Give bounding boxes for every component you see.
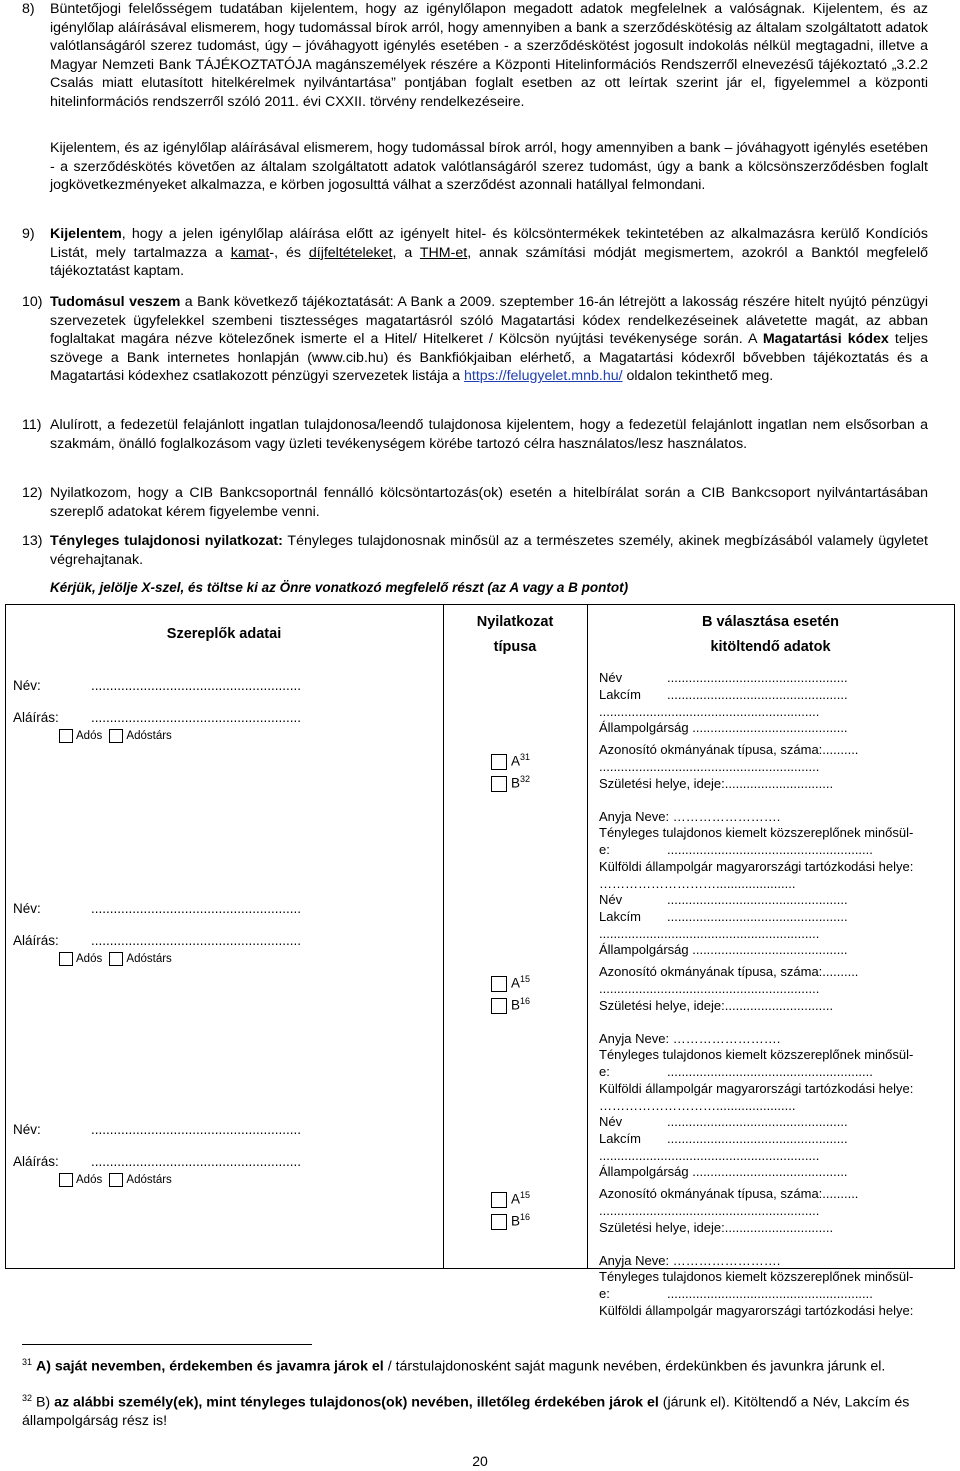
header-tipusa: típusa bbox=[493, 639, 537, 655]
table-divider-2 bbox=[587, 604, 588, 1268]
footnote-text: (járunk el). Kitöltendő a Név, Lakcím és állampolgárság rész is! bbox=[22, 1394, 910, 1429]
b-pep-label: Tényleges tulajdonos kiemelt közszereplőnek minősül- bbox=[599, 1269, 914, 1285]
underlined-text: díjfeltételeket bbox=[308, 244, 393, 261]
b-address-line[interactable]: ............................................................. bbox=[599, 703, 820, 719]
b-pep-label: Tényleges tulajdonos kiemelt közszereplőnek minősül- bbox=[599, 1047, 914, 1063]
text-run: teljes szövege a Bank internetes honlapján (www.cib.hu) és Bankfiókjaiban elérhető, a Magatartási kódexről bővebben tájékoztatás és a Magatartási kódexhez csatlakozott pénzügyi szervezetek listája a bbox=[50, 331, 929, 385]
underlined-text: kamat bbox=[230, 244, 270, 261]
item-12 bbox=[22, 484, 928, 521]
table-border-left bbox=[5, 604, 6, 1268]
b-residence-dots[interactable]: ………………………...................... bbox=[599, 875, 796, 891]
bold-text: Tudomásul veszem bbox=[50, 294, 181, 310]
b-birth-label: Születési helye, ideje: bbox=[599, 775, 725, 791]
footnote-ref: 16 bbox=[520, 1212, 531, 1222]
item-8 bbox=[22, 0, 928, 112]
item-13 bbox=[22, 532, 928, 569]
b-birth-dots[interactable]: .............................. bbox=[724, 997, 834, 1013]
b-citizenship-label: Állampolgárság bbox=[599, 1164, 689, 1180]
mnb-link[interactable]: https://felugyelet.mnb.hu/ bbox=[464, 368, 623, 385]
underlined-text: THM-et bbox=[419, 244, 468, 261]
b-address-line[interactable]: ............................................................. bbox=[599, 1147, 820, 1163]
b-id-label: Azonosító okmányának típusa, száma: bbox=[599, 964, 823, 980]
b-id-line[interactable]: ............................................................. bbox=[599, 980, 820, 996]
ados-label: Adós bbox=[76, 1174, 103, 1187]
b-name-label: Név bbox=[599, 1114, 623, 1129]
header-kitoltendo: kitöltendő adatok bbox=[710, 639, 831, 655]
b-pep-dots[interactable]: ......................................................... bbox=[667, 1064, 873, 1080]
text-run: , hogy a jelen igénylőlap aláírása előtt az igényelt hitel- és kölcsöntermékek tekintetében az alkalmazásra kerülő Kondíciós Listát, mely tartalmazza a bbox=[50, 226, 928, 261]
b-id-dots[interactable]: .......... bbox=[822, 1186, 859, 1202]
role-options bbox=[59, 1173, 172, 1187]
b-pep-e: e: bbox=[599, 842, 610, 858]
beneficial-owner-table bbox=[5, 604, 955, 1318]
signature-label: Aláírás: bbox=[13, 710, 59, 725]
option-b-checkbox[interactable] bbox=[491, 1214, 507, 1230]
b-pep-e: e: bbox=[599, 1286, 610, 1302]
b-residence-label: Külföldi állampolgár magyarországi tartózkodási helye: bbox=[599, 1302, 914, 1318]
role-options bbox=[59, 729, 172, 743]
signature-field[interactable] bbox=[13, 933, 302, 948]
ados-label: Adós bbox=[76, 730, 103, 743]
ados-checkbox[interactable] bbox=[59, 952, 73, 966]
b-name-dots[interactable]: .................................................. bbox=[667, 892, 848, 907]
table-border-top bbox=[5, 604, 955, 605]
b-name-label: Név bbox=[599, 892, 623, 907]
item-8-paragraph-2: Kijelentem, és az igénylőlap aláírásával elismerem, hogy tudomással bírok arról, hogy amennyiben a bank – jóváhagyott igénylés esetében - a szerződéskötés követően az általam szolgáltatott adatok valótlanságáról szerez tudomást, úgy a bank a kölcsönszerződésben foglalt jogkövetkezményeket alkalmazza, e körben jogosulttá válhat a szerződést azonnali hatállyal felmondani. bbox=[50, 140, 928, 194]
item-11 bbox=[22, 416, 928, 453]
item-number: 10) bbox=[22, 294, 43, 310]
item-number: 12) bbox=[22, 485, 43, 501]
name-field[interactable] bbox=[13, 1122, 302, 1137]
b-mother-name[interactable]: Anyja Neve: ……………………. bbox=[599, 1252, 781, 1268]
signature-label: Aláírás: bbox=[13, 933, 59, 948]
item-number: 8) bbox=[22, 1, 35, 17]
adostars-checkbox[interactable] bbox=[109, 952, 123, 966]
option-b-label: B bbox=[511, 997, 521, 1013]
header-szereplok: Szereplők adatai bbox=[166, 626, 282, 642]
item-8-text: Büntetőjogi felelősségem tudatában kijelentem, hogy az igénylőlapon megadott adatok megfelelnek a valóságnak. Kijelentem, és az igénylőlap aláírásával elismerem, hogy tudomással bírok arról, hogy amennyiben a bank a szerződéskötésig az általam szolgáltatott adatok valótlanságáról szerez tudomást, úgy – jóváhagyott igénylés esetében - a szerződéskötést jogosult indokolás nélkül megtagadni, illetve a Magyar Nemzeti Bank TÁJÉKOZTATÓJA magánszemélyek részére a Központi Hitelinformációs Rendszerről elnevezésű tájékoztató „3.2.2 Csalás miatt elutasított hitelkérelmek nyilvántartása” pontjában foglalt esetben az ott leírtak szerint jár el, figyelemmel a központi hitelinformációs rendszerről szóló 2011. évi CXXII. törvény rendelkezéseire. bbox=[50, 1, 928, 110]
item-13-text bbox=[50, 532, 928, 569]
signature-label: Aláírás: bbox=[13, 1154, 59, 1169]
b-address-label: Lakcím bbox=[599, 908, 641, 924]
b-address-dots[interactable]: .................................................. bbox=[667, 686, 848, 702]
text-run: , a bbox=[392, 244, 420, 261]
adostars-label: Adóstárs bbox=[126, 953, 172, 966]
signature-dots: ........................................................ bbox=[91, 1154, 302, 1169]
table-divider-1 bbox=[443, 604, 444, 1268]
option-b-label: B bbox=[511, 1213, 521, 1229]
footnote-ref: 15 bbox=[520, 974, 531, 984]
footnote-ref: 31 bbox=[520, 752, 531, 762]
b-id-line[interactable]: ............................................................. bbox=[599, 758, 820, 774]
table-border-right bbox=[954, 604, 955, 1268]
name-label: Név: bbox=[13, 678, 41, 693]
footnote-31 bbox=[22, 1353, 928, 1376]
option-a-label: A bbox=[511, 753, 521, 769]
b-id-dots[interactable]: .......... bbox=[822, 964, 859, 980]
option-b-label: B bbox=[511, 775, 521, 791]
b-citizenship-dots[interactable]: ........................................... bbox=[692, 942, 848, 958]
signature-field[interactable] bbox=[13, 1154, 302, 1169]
footnote-ref: 16 bbox=[520, 996, 531, 1006]
name-dots: ........................................................ bbox=[91, 678, 302, 693]
footnote-bold: A) saját nevemben, érdekemben és javamra járok el bbox=[35, 1358, 384, 1375]
b-residence-label: Külföldi állampolgár magyarországi tartózkodási helye: bbox=[599, 1080, 914, 1096]
b-citizenship-label: Állampolgárság bbox=[599, 942, 689, 958]
option-a-checkbox[interactable] bbox=[491, 976, 507, 992]
b-fields-2 bbox=[599, 892, 949, 1115]
footnote-number: 31 bbox=[22, 1357, 33, 1367]
item-10 bbox=[22, 293, 928, 386]
b-address-label: Lakcím bbox=[599, 1130, 641, 1146]
b-mother-name[interactable]: Anyja Neve: ……………………. bbox=[599, 1030, 781, 1046]
option-a-label: A bbox=[511, 1191, 521, 1207]
signature-field[interactable] bbox=[13, 710, 302, 725]
b-mother-name[interactable]: Anyja Neve: ……………………. bbox=[599, 808, 781, 824]
item-9 bbox=[22, 225, 928, 281]
b-name-label: Név bbox=[599, 670, 623, 685]
footnote-ref: 32 bbox=[520, 774, 531, 784]
option-b-checkbox[interactable] bbox=[491, 998, 507, 1014]
signature-dots: ........................................................ bbox=[91, 710, 302, 725]
item-10-text bbox=[50, 293, 928, 386]
ados-checkbox[interactable] bbox=[59, 729, 73, 743]
signature-dots: ........................................................ bbox=[91, 933, 302, 948]
instruction-text: Kérjük, jelölje X-szel, és töltse ki az Önre vonatkozó megfelelő részt (az A vagy a B pontot) bbox=[50, 580, 629, 595]
b-birth-dots[interactable]: .............................. bbox=[724, 775, 834, 791]
item-number: 9) bbox=[22, 226, 35, 242]
b-address-dots[interactable]: .................................................. bbox=[667, 1130, 848, 1146]
footnote-prefix: B) bbox=[35, 1394, 55, 1411]
b-birth-label: Születési helye, ideje: bbox=[599, 997, 725, 1013]
b-citizenship-label: Állampolgárság bbox=[599, 720, 689, 736]
b-id-label: Azonosító okmányának típusa, száma: bbox=[599, 742, 823, 758]
footnote-bold: az alábbi személy(ek), mint tényleges tulajdonos(ok) nevében, illetőleg érdekében járok el bbox=[54, 1394, 659, 1411]
footnote-separator bbox=[22, 1344, 312, 1345]
b-birth-label: Születési helye, ideje: bbox=[599, 1219, 725, 1235]
b-address-dots[interactable]: .................................................. bbox=[667, 908, 848, 924]
b-residence-label: Külföldi állampolgár magyarországi tartózkodási helye: bbox=[599, 858, 914, 874]
name-field[interactable] bbox=[13, 901, 302, 916]
footnote-ref: 15 bbox=[520, 1190, 531, 1200]
b-id-line[interactable]: ............................................................. bbox=[599, 1202, 820, 1218]
b-name-dots[interactable]: .................................................. bbox=[667, 1114, 848, 1129]
item-11-text: Alulírott, a fedezetül felajánlott ingatlan tulajdonosa/leendő tulajdonosa kijelentem, hogy a fedezetül felajánlott ingatlan nem elsősorban a szakmám, önálló foglalkozásom vagy üzleti tevékenységem körébe tartozó célra használatos/lesz használatos. bbox=[50, 417, 928, 452]
b-pep-label: Tényleges tulajdonos kiemelt közszereplőnek minősül- bbox=[599, 825, 914, 841]
b-pep-e: e: bbox=[599, 1064, 610, 1080]
bold-text: Tényleges tulajdonosi nyilatkozat: bbox=[50, 533, 283, 549]
name-dots: ........................................................ bbox=[91, 1122, 302, 1137]
item-number: 13) bbox=[22, 533, 43, 549]
text-run: oldalon tekinthető meg. bbox=[622, 368, 774, 385]
adostars-label: Adóstárs bbox=[126, 730, 172, 743]
b-address-label: Lakcím bbox=[599, 686, 641, 702]
adostars-checkbox[interactable] bbox=[109, 1173, 123, 1187]
footnote-32 bbox=[22, 1389, 928, 1430]
ados-label: Adós bbox=[76, 953, 103, 966]
name-label: Név: bbox=[13, 1122, 41, 1137]
ados-checkbox[interactable] bbox=[59, 1173, 73, 1187]
b-birth-dots[interactable]: .............................. bbox=[724, 1219, 834, 1235]
b-id-label: Azonosító okmányának típusa, száma: bbox=[599, 1186, 823, 1202]
option-a-checkbox[interactable] bbox=[491, 1192, 507, 1208]
item-number: 11) bbox=[22, 417, 42, 433]
header-b-valasztasa: B választása esetén bbox=[701, 614, 840, 630]
role-options bbox=[59, 952, 172, 966]
b-fields-3 bbox=[599, 1114, 949, 1320]
b-fields-1 bbox=[599, 670, 949, 893]
b-residence-dots[interactable]: ………………………...................... bbox=[599, 1097, 796, 1113]
adostars-label: Adóstárs bbox=[126, 1174, 172, 1187]
text-run: Tényleges tulajdonosnak minősül az a természetes személy, akinek megbízásából valamely ügyletet végrehajtanak. bbox=[50, 533, 928, 568]
item-9-text bbox=[50, 225, 928, 281]
bold-text: Kijelentem bbox=[50, 226, 122, 242]
option-a-label: A bbox=[511, 975, 521, 991]
bold-text: Magatartási kódex bbox=[762, 331, 889, 348]
text-run: , annak számítási módját megismertem, azokról a Banktól megfelelő tájékoztatást kaptam. bbox=[50, 244, 928, 280]
name-dots: ........................................................ bbox=[91, 901, 302, 916]
option-a-checkbox[interactable] bbox=[491, 754, 507, 770]
text-run: a Bank következő tájékoztatását: A Bank a 2009. szeptember 16-án létrejött a lakosság részére hitelt nyújtó pénzügyi szervezetek ügyfelekkel szembeni tisztességes magatartásról szóló Magatartási kódex rendelkezéseinek alávetette magát, az abban foglaltakat magára nézve kötelezőnek ismerte el a Hitel/ Hitelkeret / Kölcsön nyújtási tevékenysége során. A bbox=[50, 294, 928, 348]
b-citizenship-dots[interactable]: ........................................... bbox=[692, 1164, 848, 1180]
b-citizenship-dots[interactable]: ........................................... bbox=[692, 720, 848, 736]
footnote-number: 32 bbox=[22, 1393, 33, 1403]
b-id-dots[interactable]: .......... bbox=[822, 742, 859, 758]
text-run: -, és bbox=[269, 244, 309, 261]
b-name-dots[interactable]: .................................................. bbox=[667, 670, 848, 685]
item-12-text: Nyilatkozom, hogy a CIB Bankcsoportnál fennálló kölcsöntartozás(ok) esetén a hitelbírálat során a CIB Bankcsoport nyilvántartásában szereplő adatokat kérem figyelembe venni. bbox=[50, 485, 928, 520]
b-pep-dots[interactable]: ......................................................... bbox=[667, 842, 873, 858]
option-b-checkbox[interactable] bbox=[491, 776, 507, 792]
name-label: Név: bbox=[13, 901, 41, 916]
b-address-line[interactable]: ............................................................. bbox=[599, 925, 820, 941]
adostars-checkbox[interactable] bbox=[109, 729, 123, 743]
name-field[interactable] bbox=[13, 678, 302, 693]
footnote-text: / társtulajdonosként saját magunk nevében, érdekünkben és javunkra járunk el. bbox=[383, 1358, 886, 1375]
page-number: 20 bbox=[472, 1453, 488, 1469]
header-nyilatkozat: Nyilatkozat bbox=[476, 614, 554, 630]
b-pep-dots[interactable]: ......................................................... bbox=[667, 1286, 873, 1302]
